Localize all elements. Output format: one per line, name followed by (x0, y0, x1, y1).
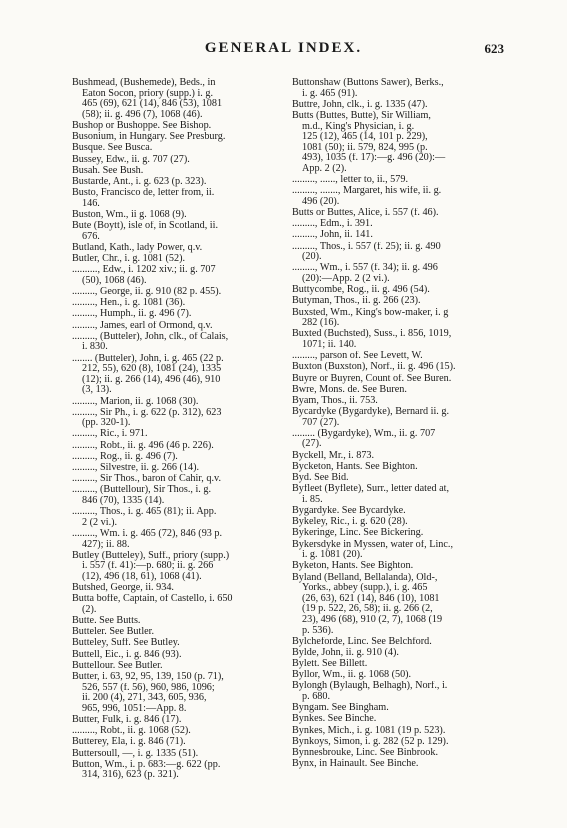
index-entry-line: 526, 557 (f. 56), 960, 986, 1096; (82, 682, 215, 693)
index-entry-line: (58); ii. g. 496 (7), 1068 (46). (82, 109, 203, 120)
index-entry-line: ........., Silvestre, ii. g. 266 (14). (72, 463, 200, 474)
index-entry-line: ........., ......, letter to, ii., 579. (292, 175, 409, 186)
index-entry (292, 186, 504, 207)
index-entry (292, 528, 504, 539)
index-entry-line: Bynkes, Mich., i. g. 1081 (19 p. 523). (292, 725, 446, 736)
index-entry (72, 583, 280, 594)
index-entry-line: Bycardyke (Bygardyke), Bernard ii. g. (292, 407, 450, 418)
index-entry-line: Bynx, in Hainault. See Binche. (292, 759, 419, 770)
index-entry (292, 462, 504, 473)
index-entry (72, 474, 280, 485)
index-entry-line: Bustarde, Ant., i. g. 623 (p. 323). (72, 176, 207, 187)
index-entry (72, 287, 280, 298)
index-entry-line: Bylongh (Bylaugh, Belhagh), Norf., i. (292, 681, 448, 692)
index-entry-line: Butshed, George, ii. 934. (72, 583, 174, 594)
index-entry-line: ........., Robt., ii. g. 496 (46 p. 226). (72, 440, 214, 451)
index-entry-line: ........., John, ii. 141. (292, 230, 373, 241)
index-entry (292, 681, 504, 702)
index-entry-line: (26, 63), 621 (14), 846 (10), 1081 (302, 593, 440, 604)
index-entry-line: 493), 1035 (f. 17):—g. 496 (20):— (302, 153, 446, 164)
index-entry (72, 132, 280, 143)
index-entry-line: Busah. See Bush. (72, 165, 144, 176)
index-entry-line: Buttre, John, clk., i. g. 1335 (47). (292, 99, 428, 110)
index-entry-line: Bynkoys, Simon, i. g. 282 (52 p. 129). (292, 736, 449, 747)
index-entry (72, 298, 280, 309)
index-entry-line: Butter, Fulk, i. g. 846 (17). (72, 715, 182, 725)
index-entry-line: Bwre, Mons. de. See Buren. (292, 384, 407, 395)
index-entry-line: 1081 (50); ii. 579, 824, 995 (p. (302, 142, 428, 153)
index-entry (72, 121, 280, 132)
index-entry (292, 396, 504, 407)
index-entry-line: Buttellour. See Butler. (72, 660, 163, 671)
index-entry (72, 507, 280, 528)
index-entry-line: Buttonshaw (Buttons Sawer), Berks., (292, 78, 444, 88)
index-entry (292, 473, 504, 484)
index-entry-line: 314, 316), 623 (p. 321). (82, 770, 179, 781)
index-entry-line: Butte. See Butts. (72, 616, 141, 627)
index-entry (292, 561, 504, 572)
index-entry (72, 760, 280, 781)
index-entry (292, 726, 504, 737)
index-entry-line: 146. (82, 198, 100, 209)
index-entry-line: ........., George, ii. g. 910 (82 p. 455). (72, 287, 222, 297)
index-entry (72, 672, 280, 714)
index-entry-line: Butterey, Ela, i. g. 846 (71). (72, 737, 186, 748)
index-entry (292, 648, 504, 659)
index-entry (72, 726, 280, 737)
index-entry-line: i. g. 1081 (20). (302, 550, 363, 561)
index-entry (292, 714, 504, 725)
index-entry-line: ........ (Butteler), John, i. g. 465 (22 p. (72, 353, 224, 364)
index-entry-line: (50), 1068 (46). (82, 275, 147, 286)
index-entry-line: Butland, Kath., lady Power, q.v. (72, 242, 203, 253)
index-entry (72, 408, 280, 429)
index-entry (72, 661, 280, 672)
index-entry (72, 309, 280, 320)
index-entry-line: Butyman, Thos., ii. g. 266 (23). (292, 296, 421, 307)
index-entry-line: (27). (302, 439, 322, 450)
index-entry (292, 351, 504, 362)
index-entry-line: Byckell, Mr., i. 873. (292, 450, 375, 461)
index-entry (72, 529, 280, 550)
index-column-left (72, 78, 280, 782)
page-header (0, 40, 567, 64)
index-entry (72, 463, 280, 474)
index-entry-line: 846 (70), 1335 (14). (82, 496, 165, 506)
index-entry-line: (12), 496 (18, 61), 1068 (41). (82, 571, 202, 582)
index-entry (72, 332, 280, 353)
index-entry-line: 1071; ii. 140. (302, 339, 357, 350)
index-entry-line: Butteler. See Butler. (72, 627, 155, 638)
index-entry-line: Butts or Buttes, Alice, i. 557 (f. 46). (292, 208, 439, 219)
index-entry-line: (20). (302, 252, 322, 263)
index-entry-line: ........., James, earl of Ormond, q.v. (72, 320, 213, 331)
index-entry-line: Buxton (Buxston), Norf., ii. g. 496 (15). (292, 362, 456, 373)
index-entry-line: i. 557 (f. 41):—p. 680; ii. g. 266 (82, 561, 214, 572)
index-entry-line: ........., Humph., ii. g. 496 (7). (72, 309, 192, 320)
index-entry-line: Bushop or Bushoppe. See Bishop. (72, 120, 212, 131)
index-entry-line: (3, 13). (82, 385, 112, 396)
index-entry-line: Bussey, Edw., ii. g. 707 (27). (72, 154, 190, 165)
index-entry-line: i. g. 465 (91). (302, 88, 358, 99)
index-entry-line: Butter, i. 63, 92, 95, 139, 150 (p. 71), (72, 672, 224, 683)
index-entry-line: Byngam. See Bingham. (292, 703, 389, 714)
index-entry (292, 429, 504, 450)
index-entry-line: .........., Edw., i. 1202 xiv.; ii. g. 707 (72, 265, 216, 276)
index-entry (72, 441, 280, 452)
index-entry-line: Bushmead, (Bushemede), Beds., in (72, 78, 216, 88)
index-entry (72, 243, 280, 254)
index-entry (72, 551, 280, 583)
index-entry (292, 407, 504, 428)
index-entry-line: ........., Rog., ii. g. 496 (7). (72, 451, 178, 462)
index-entry-line: ........., Edm., i. 391. (292, 219, 373, 230)
index-entry (72, 650, 280, 661)
index-entry (72, 627, 280, 638)
index-entry (292, 659, 504, 670)
index-entry-line: Byllor, Wm., ii. g. 1068 (50). (292, 670, 412, 681)
index-entry-line: 676. (82, 231, 100, 242)
index-entry-line: Busonium, in Hungary. See Presburg. (72, 132, 226, 143)
index-entry-line: Byd. See Bid. (292, 473, 349, 484)
index-entry-line: ........., parson of. See Levett, W. (292, 351, 423, 362)
index-entry-line: 465 (69), 621 (14), 846 (53), 1081 (82, 99, 223, 110)
index-entry-line: Byam, Thos., ii. 753. (292, 395, 378, 406)
index-entry-line: ........., (Buttellour), Sir Thos., i. g. (72, 485, 212, 496)
index-entry (292, 175, 504, 186)
index-entry-line: 965, 996, 1051:—App. 8. (82, 703, 187, 714)
page-number: 623 (484, 41, 504, 56)
index-entry (72, 354, 280, 396)
index-entry-line: 427); ii. 88. (82, 539, 130, 550)
index-entry-line: ......... (Bygardyke), Wm., ii. g. 707 (292, 428, 436, 439)
index-entry-line: Butley (Butteley), Suff., priory (supp.) (72, 550, 230, 561)
index-entry-line: App. 2 (2). (302, 163, 347, 174)
index-entry (72, 143, 280, 154)
index-entry (292, 263, 504, 284)
index-entry-line: Bygardyke. See Bycardyke. (292, 506, 406, 516)
index-entry-line: Butts (Buttes, Butte), Sir William, (292, 110, 431, 121)
index-entry (72, 429, 280, 440)
index-entry-line: 707 (27). (302, 417, 340, 428)
index-entry-line: Byfleet (Byflete), Surr., letter dated at, (292, 484, 450, 495)
index-entry-line: (2). (82, 604, 97, 615)
index-entry-line: 212, 55), 620 (8), 1081 (24), 1335 (82, 364, 222, 375)
index-entry-line: Yorks., abbey (supp.), i. g. 465 (302, 583, 428, 594)
index-entry (292, 517, 504, 528)
index-entry (292, 484, 504, 505)
index-entry-line: Busto, Francisco de, letter from, ii. (72, 188, 215, 199)
index-entry (292, 737, 504, 748)
index-entry-line: Buyre or Buyren, Count of. See Buren. (292, 373, 452, 384)
index-entry-line: Bykeley, Ric., i. g. 620 (28). (292, 517, 408, 528)
index-entry (292, 748, 504, 759)
index-entry-line: (19 p. 522, 26, 58); ii. g. 266 (2, (302, 604, 433, 615)
index-entry-line: Bykersdyke in Myssen, water of, Linc., (292, 539, 453, 550)
index-entry (72, 749, 280, 760)
index-entry (292, 670, 504, 681)
index-entry (72, 210, 280, 221)
index-entry (292, 506, 504, 517)
index-entry-line: Eaton Socon, priory (supp.) i. g. (82, 88, 214, 99)
index-entry (72, 321, 280, 332)
index-entry-line: m.d., King's Physician, i. g. (302, 121, 415, 132)
index-entry (72, 177, 280, 188)
index-entry (72, 715, 280, 726)
index-entry-line: (20):—App. 2 (2 vi.). (302, 274, 390, 285)
index-entry-line: Buttersoull, —, i. g. 1335 (51). (72, 748, 199, 759)
index-entry (72, 188, 280, 209)
index-entry-line: ........., Wm., i. 557 (f. 34); ii. g. 496 (292, 263, 438, 274)
index-entry-line: i. 85. (302, 494, 323, 505)
index-entry (72, 485, 280, 506)
index-entry (292, 230, 504, 241)
index-entry (292, 637, 504, 648)
index-entry-line: ........., Ric., i. 971. (72, 429, 148, 440)
index-entry (72, 78, 280, 120)
index-entry-line: ........., Marion, ii. g. 1068 (30). (72, 396, 199, 407)
index-entry-line: ........., ......., Margaret, his wife, ii. g. (292, 186, 442, 197)
index-entry-line: i. 830. (82, 342, 108, 353)
index-entry-line: Butta boffe, Captain, of Castello, i. 650 (72, 594, 233, 605)
index-entry (72, 452, 280, 463)
index-entry (292, 703, 504, 714)
index-entry-line: 125 (12), 465 (14, 101 p. 229), (302, 132, 428, 143)
index-entry (292, 329, 504, 350)
index-entry-line: Butler, Chr., i. g. 1081 (52). (72, 254, 186, 265)
index-entry-line: Bykeringe, Linc. See Bickering. (292, 528, 424, 539)
index-entry (292, 374, 504, 385)
index-entry-line: 496 (20). (302, 196, 340, 207)
index-entry (72, 265, 280, 286)
index-entry (292, 451, 504, 462)
index-entry-line: ........., Robt., ii. g. 1068 (52). (72, 726, 191, 737)
index-entry-line: Buxted (Buchsted), Suss., i. 856, 1019, (292, 329, 452, 340)
index-entry (72, 221, 280, 242)
index-entry (292, 759, 504, 770)
index-entry-line: Bycketon, Hants. See Bighton. (292, 461, 418, 472)
index-entry-line: ........., Hen., i. g. 1081 (36). (72, 298, 186, 309)
index-entry (292, 296, 504, 307)
index-entry-line: ii. 200 (4), 271, 343, 605, 936, (82, 693, 207, 704)
index-entry (72, 594, 280, 615)
index-entry-line: Byland (Belland, Bellalanda), Old-, (292, 572, 438, 583)
index-entry (72, 155, 280, 166)
index-entry (292, 308, 504, 329)
index-entry (72, 638, 280, 649)
index-entry (292, 208, 504, 219)
index-entry (292, 100, 504, 111)
index-entry-line: 2 (2 vi.). (82, 517, 118, 528)
index-entry-line: 23), 496 (68), 910 (2, 7), 1068 (19 (302, 614, 443, 625)
index-entry (292, 385, 504, 396)
index-entry-line: Bynnesbrouke, Linc. See Binbrook. (292, 747, 438, 758)
index-entry-line: ........., Thos., i. g. 465 (81); ii. App. (72, 507, 217, 518)
index-entry-line: ........., Thos., i. 557 (f. 25); ii. g. 490 (292, 241, 441, 252)
index-entry-line: Butteley, Suff. See Butley. (72, 638, 180, 649)
page-title: GENERAL INDEX. (204, 40, 363, 56)
index-entry-line: ........., (Butteler), John, clk., of Calais, (72, 331, 229, 342)
index-entry-line: ........., Wm. i. g. 465 (72), 846 (93 p. (72, 528, 223, 539)
index-entry (292, 242, 504, 263)
index-entry (292, 111, 504, 175)
index-entry (292, 540, 504, 561)
index-entry (292, 78, 504, 99)
index-column-right (292, 78, 504, 770)
index-entry-line: Byketon, Hants. See Bighton. (292, 561, 414, 572)
index-entry (292, 573, 504, 637)
index-entry (72, 397, 280, 408)
index-entry-line: Bynkes. See Binche. (292, 714, 377, 725)
index-entry-line: ........., Sir Ph., i. g. 622 (p. 312), 623 (72, 407, 222, 418)
index-entry-line: (pp. 320-1). (82, 418, 131, 429)
index-entry-line: Bylcheforde, Linc. See Belchford. (292, 636, 432, 647)
index-entry-line: Button, Wm., i. p. 683:—g. 622 (pp. (72, 759, 221, 770)
index-entry-line: Busque. See Busca. (72, 143, 153, 154)
index-entry (72, 254, 280, 265)
index-entry-line: p. 536). (302, 625, 334, 636)
index-entry-line: Buttell, Eic., i. g. 846 (93). (72, 649, 182, 660)
index-entry-line: Buttycombe, Rog., ii. g. 496 (54). (292, 285, 430, 296)
index-entry (72, 737, 280, 748)
index-entry-line: (12); ii. g. 266 (14), 496 (46), 910 (82, 374, 221, 385)
index-entry-line: p. 680. (302, 692, 331, 703)
index-entry (72, 166, 280, 177)
index-entry-line: Bute (Boytt), isle of, in Scotland, ii. (72, 221, 219, 232)
index-entry-line: 282 (16). (302, 318, 340, 329)
index-entry-line: Buxsted, Wm., King's bow-maker, i. g (292, 307, 449, 318)
index-entry (292, 362, 504, 373)
index-entry-line: Bylett. See Billett. (292, 659, 368, 670)
index-entry (292, 285, 504, 296)
index-entry (292, 219, 504, 230)
index-entry-line: Buston, Wm., ii g. 1068 (9). (72, 209, 187, 220)
index-entry-line: Bylde, John, ii. g. 910 (4). (292, 647, 399, 658)
index-entry-line: ........., Sir Thos., baron of Cahir, q.v. (72, 474, 221, 485)
index-entry (72, 616, 280, 627)
